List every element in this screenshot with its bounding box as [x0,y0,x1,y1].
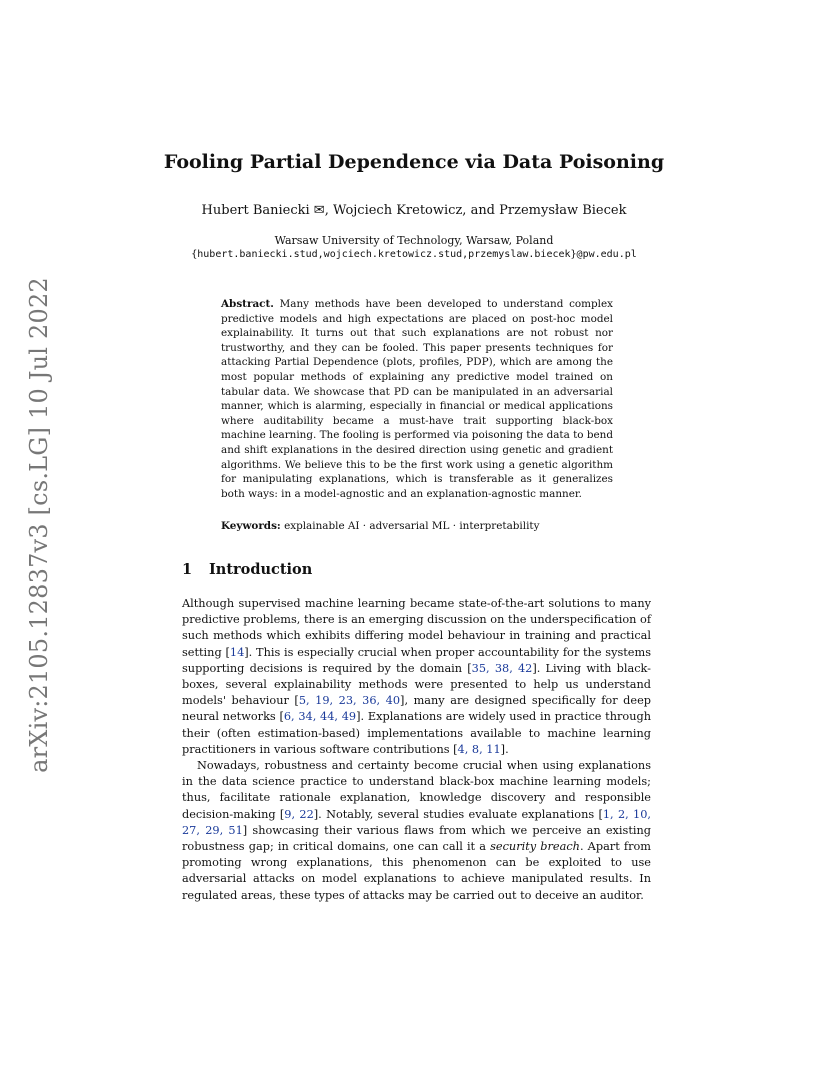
keywords-text: explainable AI · adversarial ML · interpretability [284,520,540,532]
section-heading [182,561,312,578]
paragraph-text: ] showcasing their various flaws from which we perceive an existing robustness gap; in critical domains, one can call it a [182,823,651,854]
emphasis: security breach [490,840,580,854]
citation-link[interactable]: 4, 8, 11 [457,742,501,756]
paragraph-text: ], many are designed specifically for deep neural networks [ [182,694,651,724]
citation-link[interactable]: 5, 19, 23, 36, 40 [298,694,401,708]
paragraph-text: Although supervised machine learning became state-of-the-art solutions to many predictive problems, there is an emerging discussion on the underspecification of such methods which exhibits differing model behaviour in training and practical setting [ [182,597,651,659]
paragraph-text: . Apart from promoting wrong explanations, this phenomenon can be exploited to use adversarial attacks on model explanations to achieve manipulated results. In regulated areas, these types of attacks may be carried out to deceive an auditor. [182,840,651,902]
paragraph-text: ]. Explanations are widely used in practice through their (often estimation-based) implementations available to machine learning practitioners in various software contributions [ [182,710,651,756]
abstract [221,297,613,501]
citation-link[interactable]: 9, 22 [284,807,314,821]
keywords [221,520,613,532]
citation-link[interactable]: 6, 34, 44, 49 [283,710,357,724]
arxiv-identifier: arXiv:2105.12837v3 [cs.LG] 10 Jul 2022 [25,277,53,773]
paragraph-text: ]. [500,742,509,756]
abstract-text: Many methods have been developed to understand complex predictive models and high expectations are placed on post-hoc model explainability. It turns out that such explanations are not robust nor trustworthy, and they can be fooled. This paper presents techniques for attacking Partial Dependence (plots, profiles, PDP), which are among the most popular methods of explaining any predictive model trained on tabular data. We showcase that PD can be manipulated in an adversarial manner, which is alarming, especially in financial or medical applications where auditability became a must-have trait supporting black-box machine learning. The fooling is performed via poisoning the data to bend and shift explanations in the desired direction using genetic and gradient algorithms. We believe this to be the first work using a genetic algorithm for manipulating explanations, which is transferable as it generalizes both ways: in a model-agnostic and an explanation-agnostic manner. [221,298,613,500]
citation-link[interactable]: 14 [229,645,245,659]
paragraph [182,758,651,904]
abstract-label: Abstract. [221,298,274,310]
arxiv-sidebar [24,277,54,773]
paper-title: Fooling Partial Dependence via Data Poisoning [163,151,665,173]
paragraph-text: ]. Living with black-boxes, several explainability methods were presented to help us understand models' behaviour [ [182,661,651,708]
author-emails: {hubert.baniecki.stud,wojciech.kretowicz.stud,przemyslaw.biecek}@pw.edu.pl [191,249,637,260]
section-title: Introduction [209,561,313,578]
citation-link[interactable]: 1, 2, 10, 27, 29, 51 [182,807,651,837]
affiliation: Warsaw University of Technology, Warsaw, Poland [274,234,554,247]
keywords-label: Keywords: [221,520,281,532]
paragraph-text: Nowadays, robustness and certainty become crucial when using explanations in the data science practice to understand black-box machine learning models; thus, facilitate rationale explanation, knowledge discovery and responsible decision-making [ [182,759,651,821]
paragraph-text: ]. This is especially crucial when proper accountability for the systems supporting decisions is required by the domain [ [182,645,651,675]
author-list: Hubert Baniecki ✉, Wojciech Kretowicz, and Przemysław Biecek [201,203,627,218]
paragraph-text: ]. Notably, several studies evaluate explanations [ [313,807,603,821]
citation-link[interactable]: 35, 38, 42 [471,661,533,675]
section-number: 1 [182,561,193,578]
paragraph [182,596,651,758]
introduction-body [182,596,651,904]
